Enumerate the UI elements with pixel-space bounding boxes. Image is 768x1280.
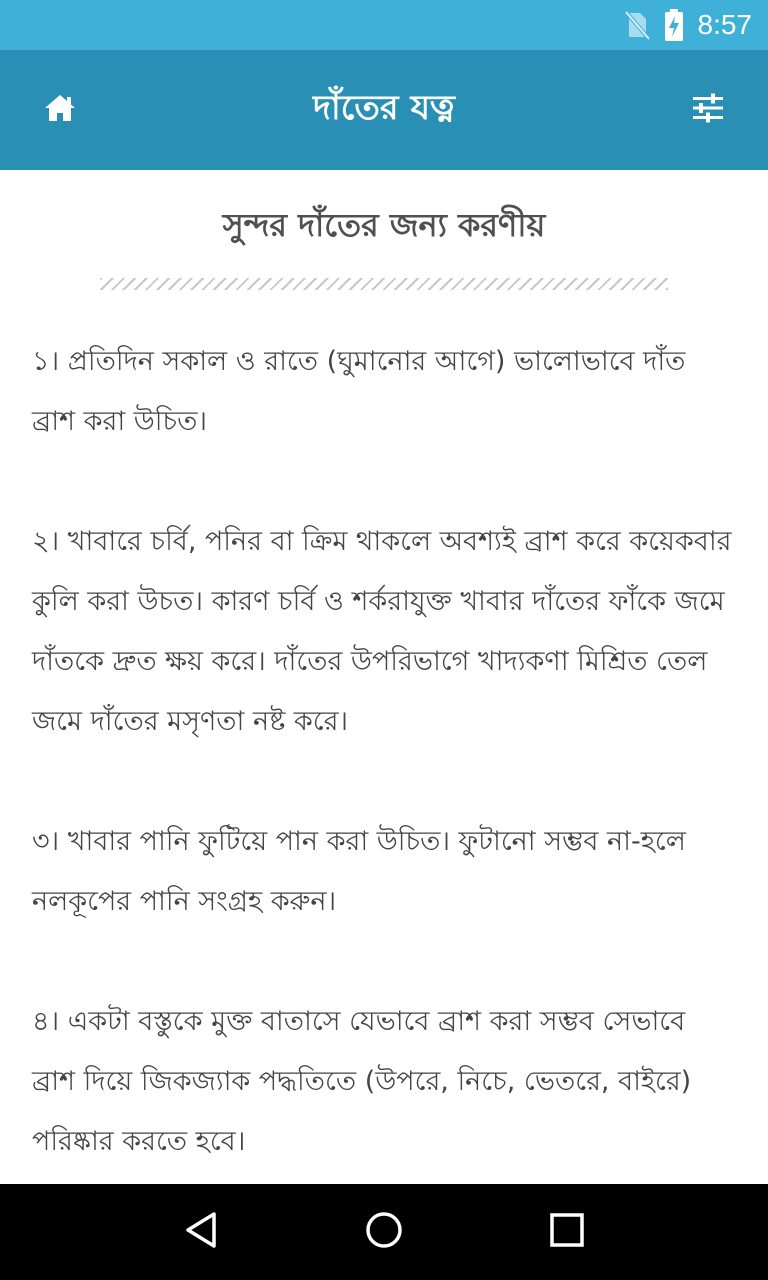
recents-icon: [547, 1210, 587, 1254]
article-body: [0, 290, 768, 1172]
battery-charging-icon: [664, 9, 684, 41]
paragraph-1: ১। প্রতিদিন সকাল ও রাতে (ঘুমানোর আগে) ভালোভাবে দাঁত ব্রাশ করা উচিত।: [32, 346, 686, 437]
status-time: 8:57: [697, 9, 752, 40]
settings-sliders-icon: [692, 93, 724, 127]
paragraph-3: ৩। খাবার পানি ফুটিয়ে পান করা উচিত। ফুটানো সম্ভব না-হলে নলকূপের পানি সংগ্রহ করুন।: [32, 826, 686, 917]
nav-home-button[interactable]: [354, 1202, 414, 1262]
hatched-divider: [100, 278, 668, 290]
back-icon: [181, 1210, 221, 1254]
nav-back-button[interactable]: [171, 1202, 231, 1262]
app-title: দাঁতের যত্ন: [313, 87, 455, 128]
paragraph-2: ২। খাবারে চর্বি, পনির বা ক্রিম থাকলে অবশ্যই ব্রাশ করে কয়েকবার কুলি করা উচত। কারণ চর্বি ও শর্করাযুক্ত খাবার দাঁতের ফাঁকে জমে দাঁতকে দ্রুত ক্ষয় করে। দাঁতের উপরিভাগে খাদ্যকণা মিশ্রিত তেল জমে দাঁতের মসৃণতা নষ্ট করে।: [32, 526, 732, 737]
system-nav-bar: [0, 1184, 768, 1280]
status-bar: [0, 0, 768, 50]
article-heading: সুন্দর দাঁতের জন্য করণীয়: [222, 206, 546, 244]
nav-recents-button[interactable]: [537, 1202, 597, 1262]
no-sim-icon: [624, 10, 650, 40]
app-bar: [0, 50, 768, 170]
article-content[interactable]: [0, 170, 768, 1184]
paragraph-4: ৪। একটা বস্তুকে মুক্ত বাতাসে যেভাবে ব্রাশ করা সম্ভব সেভাবে ব্রাশ দিয়ে জিকজ্যাক পদ্ধতিতে (উপরে, নিচে, ভেতরে, বাইরে) পরিষ্কার করতে হবে।: [32, 1006, 692, 1157]
home-icon: [44, 94, 76, 126]
home-circle-icon: [364, 1210, 404, 1254]
home-button[interactable]: [38, 88, 82, 132]
settings-button[interactable]: [686, 88, 730, 132]
